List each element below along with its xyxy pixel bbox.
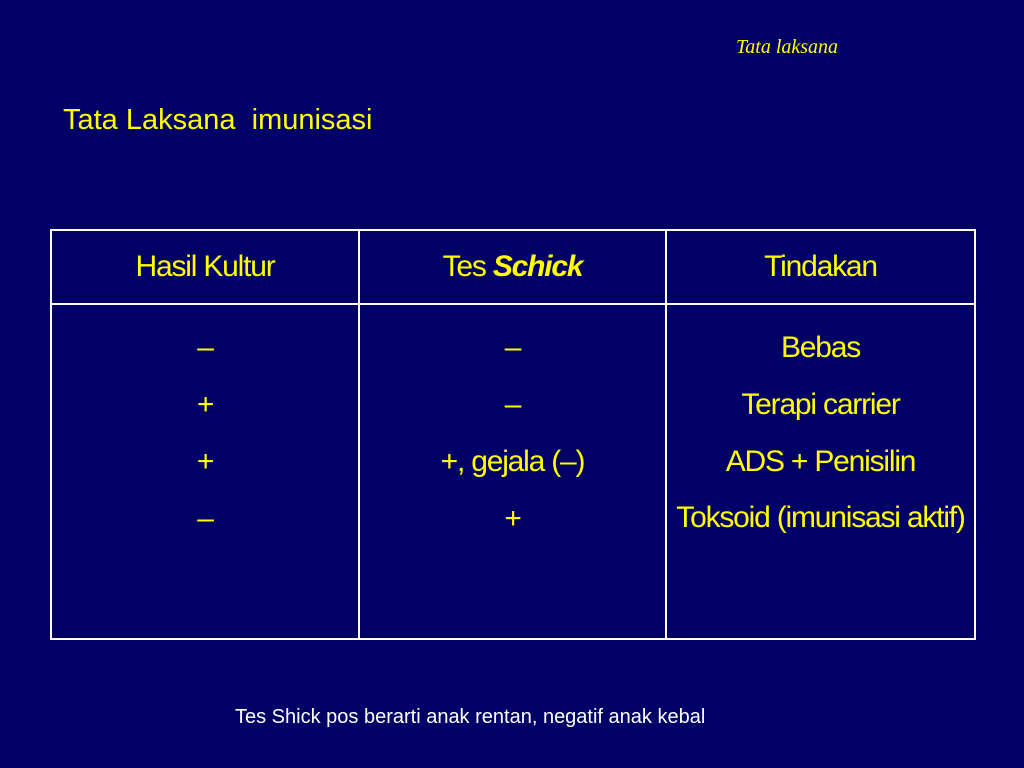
tindakan-item: Terapi carrier <box>741 388 900 421</box>
tindakan-item: Toksoid (imunisasi aktif) <box>676 501 965 534</box>
hasil-kultur-item: + <box>196 445 214 478</box>
tindakan-item: Bebas <box>780 331 861 364</box>
header-tes-schick <box>359 230 666 304</box>
header-tindakan: Tindakan <box>666 230 975 304</box>
tata-laksana-table <box>50 229 976 640</box>
hasil-kultur-item: – <box>197 331 213 364</box>
tindakan-item: ADS + Penisilin <box>725 445 916 478</box>
tes-schick-item: + <box>504 502 521 535</box>
hasil-kultur-item: – <box>197 502 213 535</box>
cell-tindakan <box>666 304 975 639</box>
header-schick-emphasis: Schick <box>492 250 583 283</box>
header-hasil-kultur: Hasil Kultur <box>51 230 359 304</box>
slide-header: Tata laksana <box>736 36 839 58</box>
footnote: Tes Shick pos berarti anak rentan, negatif anak kebal <box>235 706 706 728</box>
slide-title: Tata Laksana imunisasi <box>63 104 373 136</box>
table-body-row <box>51 304 975 639</box>
tes-schick-item: +, gejala (–) <box>440 445 585 478</box>
header-tes-prefix: Tes <box>442 250 493 283</box>
hasil-kultur-item: + <box>196 388 214 421</box>
tes-schick-item: – <box>504 388 521 421</box>
cell-tes-schick <box>359 304 666 639</box>
table-header-row <box>51 230 975 304</box>
cell-hasil-kultur <box>51 304 359 639</box>
tes-schick-item: – <box>504 331 521 364</box>
